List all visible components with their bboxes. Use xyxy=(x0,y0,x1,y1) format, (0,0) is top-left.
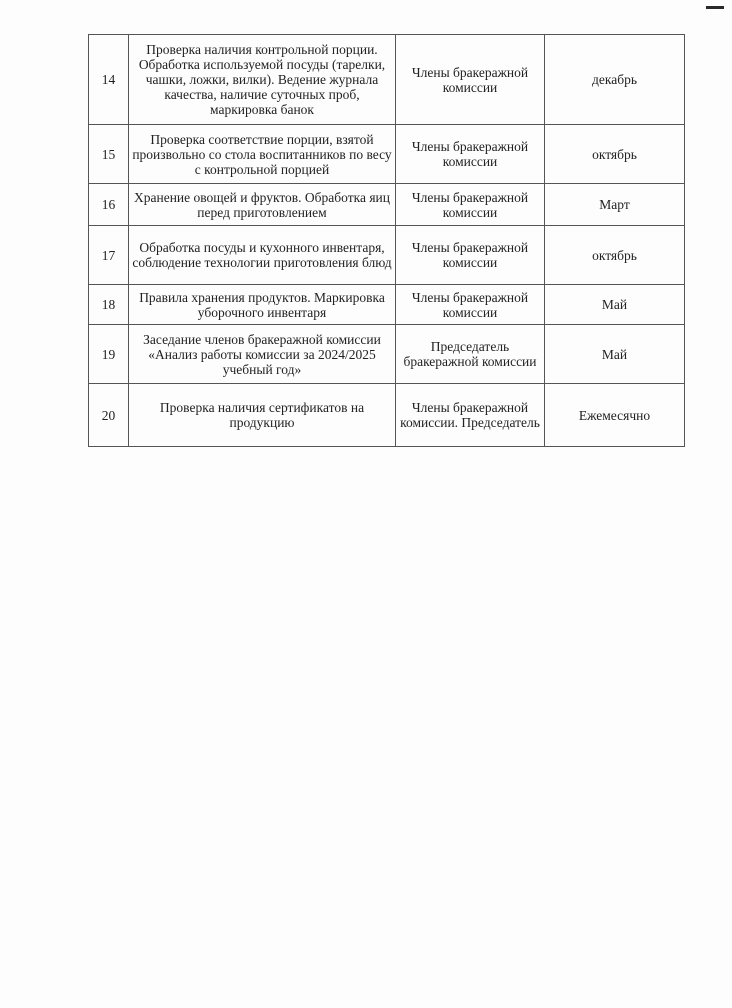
row-number: 16 xyxy=(89,184,129,226)
responsible-party: Члены бракеражной комиссии xyxy=(396,125,545,184)
row-number: 17 xyxy=(89,226,129,285)
table-row xyxy=(89,35,685,125)
deadline: декабрь xyxy=(545,35,685,125)
responsible-party: Члены бракеражной комиссии. Председатель xyxy=(396,384,545,447)
row-number: 20 xyxy=(89,384,129,447)
commission-plan-table xyxy=(88,34,685,447)
table-row xyxy=(89,285,685,325)
responsible-party: Члены бракеражной комиссии xyxy=(396,226,545,285)
event-description: Хранение овощей и фруктов. Обработка яиц перед приготовлением xyxy=(129,184,396,226)
event-description: Проверка соответствие порции, взятой произвольно со стола воспитанников по весу с контрольной порцией xyxy=(129,125,396,184)
responsible-party: Члены бракеражной комиссии xyxy=(396,184,545,226)
table-row xyxy=(89,325,685,384)
table-row xyxy=(89,226,685,285)
event-description: Заседание членов бракеражной комиссии «Анализ работы комиссии за 2024/2025 учебный год» xyxy=(129,325,396,384)
event-description: Проверка наличия сертификатов на продукцию xyxy=(129,384,396,447)
deadline: октябрь xyxy=(545,226,685,285)
deadline: Май xyxy=(545,285,685,325)
deadline: Май xyxy=(545,325,685,384)
row-number: 14 xyxy=(89,35,129,125)
event-description: Правила хранения продуктов. Маркировка уборочного инвентаря xyxy=(129,285,396,325)
deadline: Март xyxy=(545,184,685,226)
row-number: 15 xyxy=(89,125,129,184)
event-description: Обработка посуды и кухонного инвентаря, соблюдение технологии приготовления блюд xyxy=(129,226,396,285)
event-description: Проверка наличия контрольной порции. Обработка используемой посуды (тарелки, чашки, ложки, вилки). Ведение журнала качества, наличие суточных проб, маркировка банок xyxy=(129,35,396,125)
deadline: Ежемесячно xyxy=(545,384,685,447)
table-row xyxy=(89,184,685,226)
table-row xyxy=(89,125,685,184)
responsible-party: Члены бракеражной комиссии xyxy=(396,285,545,325)
table-row xyxy=(89,384,685,447)
row-number: 19 xyxy=(89,325,129,384)
responsible-party: Члены бракеражной комиссии xyxy=(396,35,545,125)
deadline: октябрь xyxy=(545,125,685,184)
responsible-party: Председатель бракеражной комиссии xyxy=(396,325,545,384)
scan-edge-mark xyxy=(706,6,724,9)
row-number: 18 xyxy=(89,285,129,325)
